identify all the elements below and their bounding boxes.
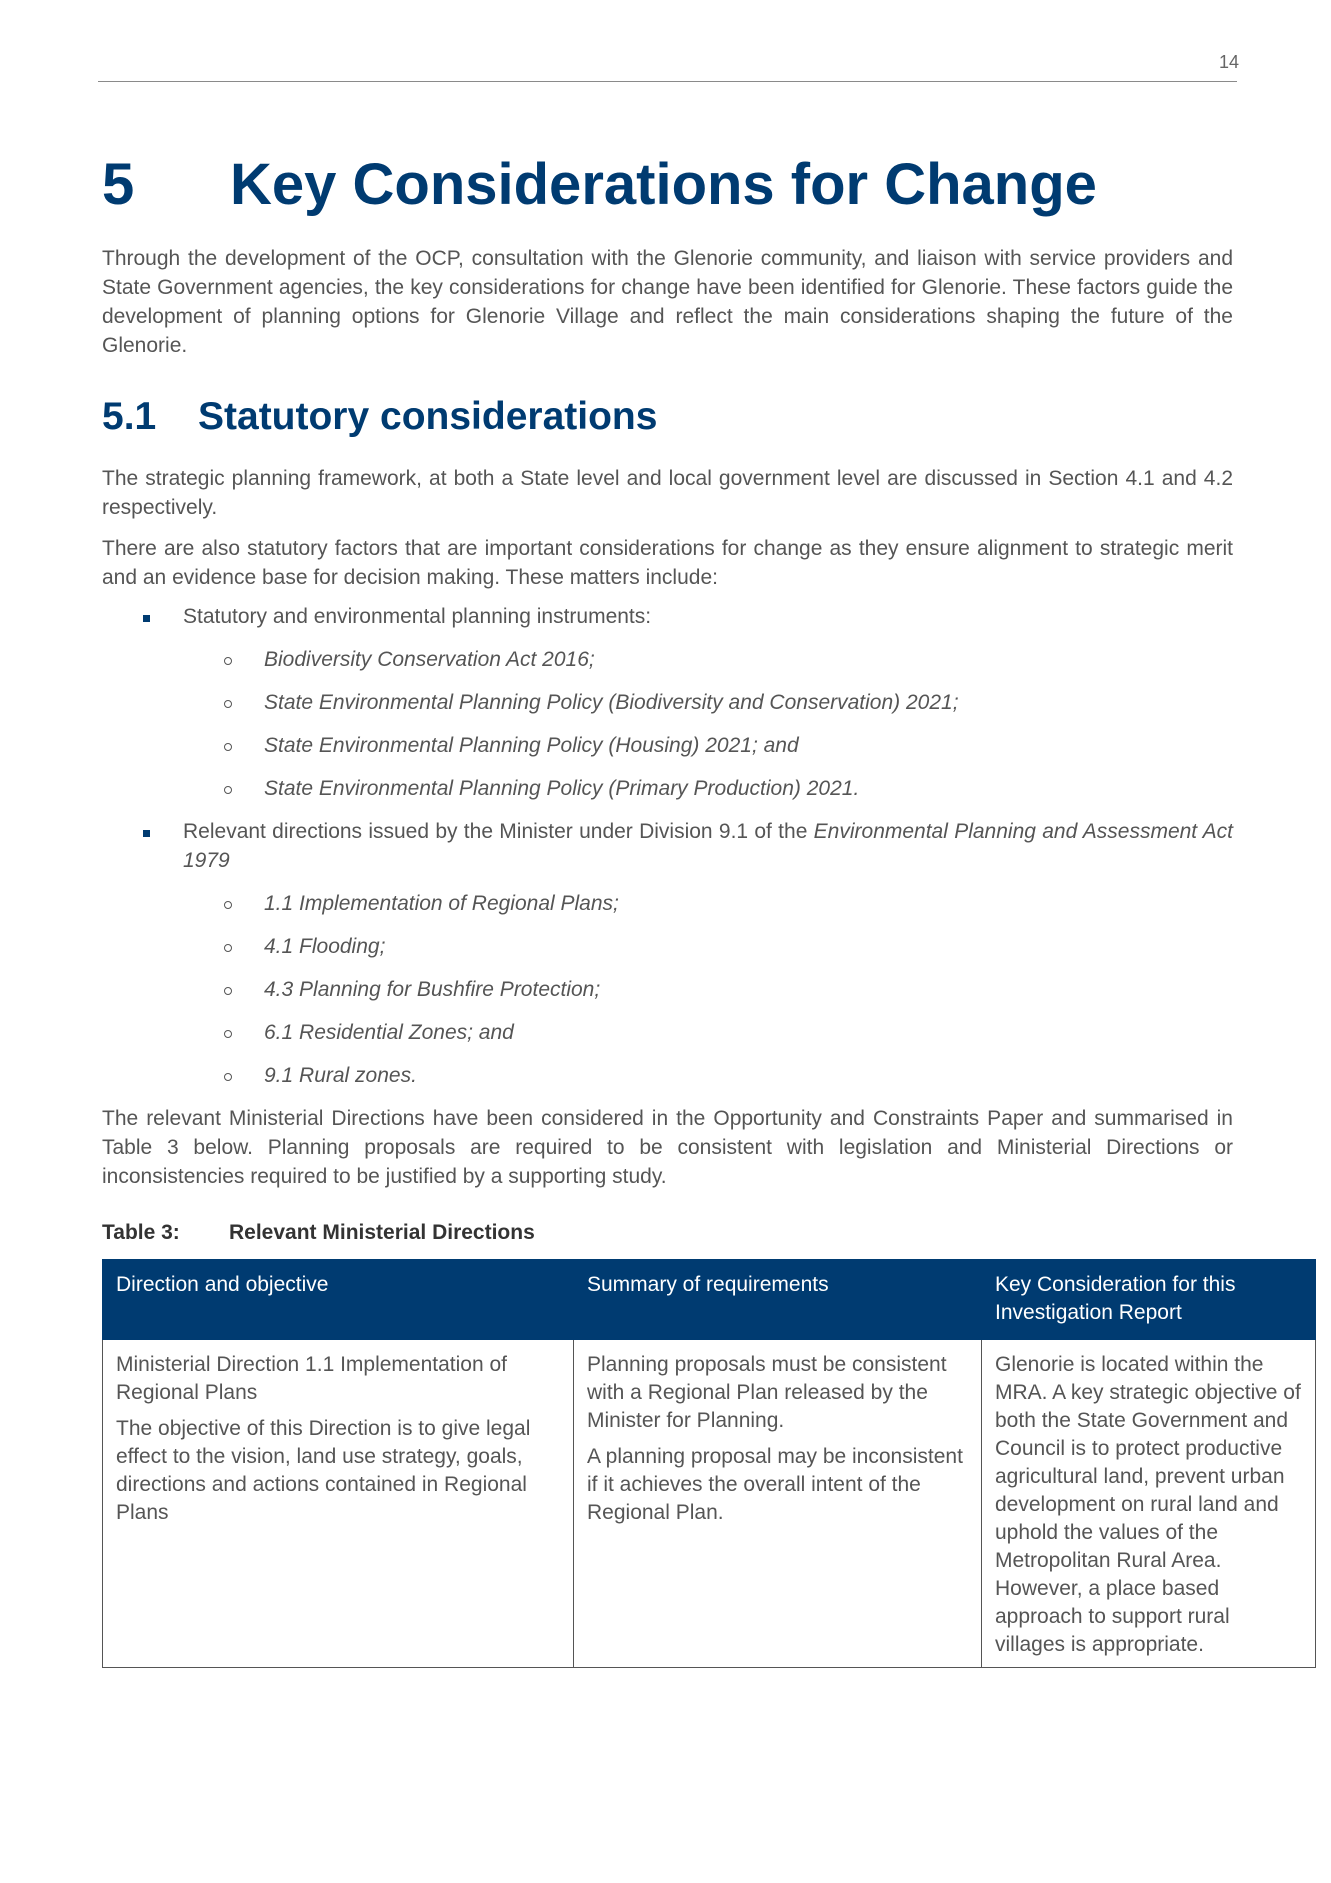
circle-bullet-icon [224, 901, 232, 909]
considerations-list [102, 602, 1233, 1090]
table-cell: Planning proposals must be consistent with a Regional Plan released by the Minister for Planning. A planning proposal may be inconsistent if it achieves the overall intent of the Regional Plan. [574, 1340, 982, 1668]
sublist-item: Biodiversity Conservation Act 2016; [102, 645, 1233, 674]
sublist-item: State Environmental Planning Policy (Housing) 2021; and [102, 731, 1233, 760]
table-cell: Ministerial Direction 1.1 Implementation of Regional Plans The objective of this Direction is to give legal effect to the vision, land use strategy, goals, directions and actions contained in Regional Plans [103, 1340, 574, 1668]
circle-bullet-icon [224, 743, 232, 751]
sublist-item: 4.1 Flooding; [102, 932, 1233, 961]
section-number: 5 [102, 152, 135, 217]
header-rule [98, 81, 1237, 82]
section-title: Key Considerations for Change [230, 152, 1097, 217]
section-heading [102, 150, 1233, 220]
subsection-heading [102, 394, 1233, 441]
sublist-item: State Environmental Planning Policy (Biodiversity and Conservation) 2021; [102, 688, 1233, 717]
square-bullet-icon [143, 830, 150, 837]
page-content [102, 150, 1301, 1668]
circle-bullet-icon [224, 944, 232, 952]
circle-bullet-icon [224, 1030, 232, 1038]
table-cell: Glenorie is located within the MRA. A key strategic objective of both the State Government and Council is to protect productive agricultural land, prevent urban development on rural land and uphold the values of the Metropolitan Rural Area. However, a place based approach to support rural villages is appropriate. [982, 1340, 1316, 1668]
list-item-text: Statutory and environmental planning instruments: [183, 605, 652, 629]
square-bullet-icon [143, 615, 150, 622]
page-number: 14 [1218, 52, 1239, 72]
circle-bullet-icon [224, 987, 232, 995]
table-header-row [103, 1260, 1316, 1340]
table-header-cell: Direction and objective [103, 1260, 574, 1340]
table-header-cell: Summary of requirements [574, 1260, 982, 1340]
intro-paragraph: Through the development of the OCP, consultation with the Glenorie community, and liaison with service providers and State Government agencies, the key considerations for change have been identified for Glenorie. These factors guide the development of planning options for Glenorie Village and reflect the main considerations shaping the future of the Glenorie. [102, 246, 1233, 357]
circle-bullet-icon [224, 657, 232, 665]
sublist-item: 1.1 Implementation of Regional Plans; [102, 889, 1233, 918]
ministerial-directions-table [102, 1259, 1316, 1668]
instruments-sublist [183, 645, 1233, 803]
sublist-item: 9.1 Rural zones. [102, 1061, 1233, 1090]
sublist-item: 6.1 Residential Zones; and [102, 1018, 1233, 1047]
list-item [102, 602, 1233, 803]
sublist-item: 4.3 Planning for Bushfire Protection; [102, 975, 1233, 1004]
table-caption-label: Table 3: [102, 1221, 180, 1245]
statutory-factors-paragraph: There are also statutory factors that are important considerations for change as they ensure alignment to strategic merit and an evidence base for decision making. These matters include: [102, 537, 1233, 590]
subsection-number: 5.1 [102, 394, 157, 438]
directions-sublist [183, 889, 1233, 1090]
subsection-title: Statutory considerations [198, 394, 658, 438]
list-item [102, 817, 1233, 1090]
table-row [103, 1340, 1316, 1668]
circle-bullet-icon [224, 786, 232, 794]
table-caption [102, 1221, 1233, 1245]
framework-paragraph: The strategic planning framework, at both a State level and local government level are discussed in Section 4.1 and 4.2 respectively. [102, 467, 1233, 520]
table-caption-title: Relevant Ministerial Directions [229, 1221, 535, 1245]
sublist-item: State Environmental Planning Policy (Primary Production) 2021. [102, 774, 1233, 803]
circle-bullet-icon [224, 700, 232, 708]
circle-bullet-icon [224, 1073, 232, 1081]
table-header-cell: Key Consideration for this Investigation Report [982, 1260, 1316, 1340]
list-item-text: Relevant directions issued by the Minister under Division 9.1 of the Environmental Planning and Assessment Act 1979 [183, 820, 1233, 873]
ministerial-directions-paragraph: The relevant Ministerial Directions have been considered in the Opportunity and Constraints Paper and summarised in Table 3 below. Planning proposals are required to be consistent with legislation and Ministerial Directions or inconsistencies required to be justified by a supporting study. [102, 1107, 1233, 1189]
